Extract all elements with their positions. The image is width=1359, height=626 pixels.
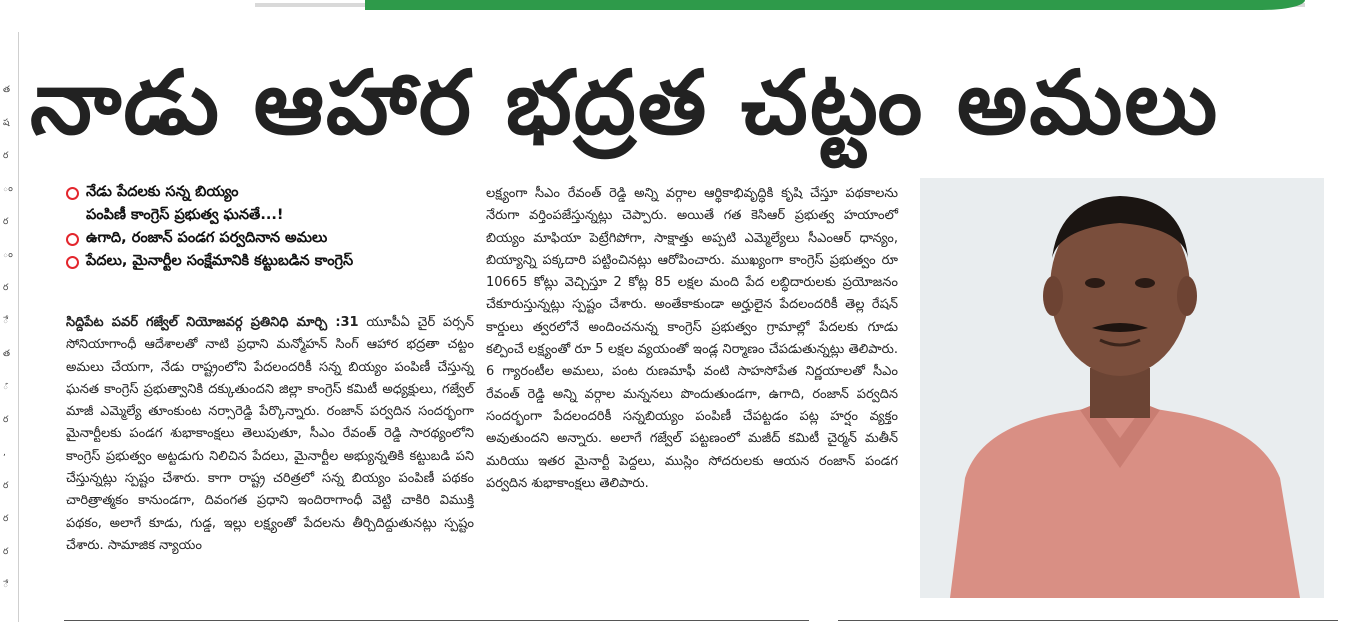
margin-fragment: ర xyxy=(3,217,9,227)
bullet-circle-icon xyxy=(66,187,79,200)
margin-fragment: ే xyxy=(3,580,9,590)
margin-fragment: ం xyxy=(3,250,13,260)
margin-fragment: ర xyxy=(3,514,9,524)
bottom-rule xyxy=(838,620,1338,621)
margin-fragment: ే xyxy=(3,316,9,326)
margin-fragment: త xyxy=(3,85,11,95)
headline: నాడు ఆహార భద్రత చట్టం అమలు xyxy=(30,51,1220,154)
margin-fragment: ష xyxy=(3,118,10,128)
adjacent-column-edge xyxy=(0,32,19,622)
article-body-part-2: లక్ష్యంగా సీఎం రేవంత్ రెడ్డి అన్ని వర్గాల ఆర్థికాభివృద్ధికి కృషి చేస్తూ పథకాలను నేరుగా వర్తింపజేస్తున్నట్లు చెప్పారు. అయితే గత కెసిఆర్ ప్రభుత్వ హయాంలో బియ్యం మాఫియా పెట్రేగిపోగా, సాక్షాత్తు అప్పటి ఎమ్మెల్యేలు సీఎంఆర్ ధాన్యం, బియ్యాన్ని పక్కదారి పట్టించినట్లు ఆరోపించారు. ముఖ్యంగా కాంగ్రెస్ ప్రభుత్వం రూ 10665 కోట్లు వెచ్చిస్తూ 2 కోట్ల 85 లక్షల మంది పేద లబ్ధిదారులకు ప్రయోజనం చేకూరుస్తున్నట్లు స్పష్టం చేశారు. అంతేకాకుండా అర్హులైన పేదలందరికీ తెల్ల రేషన్ కార్డులు త్వరలోనే అందించనున్న కాంగ్రెస్ ప్రభుత్వం గ్రామాల్లో పేదలకు గూడు కల్పించే లక్ష్యంతో రూ 5 లక్షల వ్యయంతో ఇండ్ల నిర్మాణం చేపడుతున్నట్లు తెలిపారు. 6 గ్యారంటీల అమలు, పంట రుణమాఫీ వంటి సాహసోపేత నిర్ణయాలతో సీఎం రేవంత్ రెడ్డి అన్ని వర్గాల మన్ననలు పొందుతుండగా, ఉగాది, రంజాన్ పర్వదిన సందర్భంగా పేదలందరికీ సన్నబియ్యం పంపిణీ చేపట్టడం పట్ల హర్షం వ్యక్తం అవుతుందని అన్నారు. అలాగే గజ్వేల్ పట్టణంలో మజీద్ కమిటీ చైర్మన్ మతీన్ మరియు ఇతర మైనార్టీ పెద్దలు, ముస్లిం సోదరులకు ఆయన రంజాన్ పండగ పర్వదిన శుభాకాంక్షలు తెలిపారు. xyxy=(486,186,898,491)
article-column-2 xyxy=(486,183,898,495)
bottom-rule xyxy=(64,620,809,621)
portrait-illustration xyxy=(920,178,1324,598)
margin-fragment: ర xyxy=(3,415,9,425)
article-column-1 xyxy=(66,312,474,557)
bullet-text: పేదలు, మైనార్టీల సంక్షేమానికి కట్టుబడిన కాంగ్రెస్ xyxy=(86,253,354,269)
portrait-photo xyxy=(920,178,1324,598)
bullet-text: నేడు పేదలకు సన్న బియ్యం xyxy=(86,184,239,200)
subheadline-bullets xyxy=(66,181,486,273)
margin-fragment: ం xyxy=(3,184,13,194)
bullet-text: ఉగాది, రంజాన్ పండగ పర్వదినాన అమలు xyxy=(86,230,328,246)
margin-fragment: త xyxy=(3,349,11,359)
dateline: సిద్దిపేట పవర్ గజ్వేల్ నియోజవర్గ ప్రతినిధి మార్చి :31 xyxy=(66,315,359,330)
bullet-circle-icon xyxy=(66,256,79,269)
bullet-circle-icon xyxy=(66,233,79,246)
bullet-item xyxy=(66,227,486,250)
bullet-text-cont: పంపిణీ కాంగ్రెస్ ప్రభుత్వ ఘనతే...! xyxy=(86,207,284,223)
bullet-item xyxy=(66,181,486,227)
margin-fragment: ౕ xyxy=(3,382,9,392)
article-body-part-1: యూపీఏ చైర్ పర్సన్ సోనియాగాంధీ ఆదేశాలతో నాటి ప్రధాని మన్మోహన్ సింగ్ ఆహార భద్రతా చట్టం అమలు చేయగా, నేడు రాష్ట్రంలోని పేదలందరికీ సన్న బియ్యం పంపిణీ చేస్తున్న ఘనత కాంగ్రెస్ ప్రభుత్వానికి దక్కుతుందని జిల్లా కాంగ్రెస్ కమిటీ అధ్యక్షులు, గజ్వేల్ మాజీ ఎమ్మెల్యే తూంకుంట నర్సారెడ్డి పేర్కొన్నారు. రంజాన్ పర్వదిన సందర్భంగా మైనార్టీలకు పండగ శుభాకాంక్షలు తెలుపుతూ, సీఎం రేవంత్ రెడ్డి సారథ్యంలోని కాంగ్రెస్ ప్రభుత్వం అట్టడుగు నిలిచిన పేదలు, మైనార్టీల అభ్యున్నతికి కట్టుబడి పని చేస్తున్నట్లు స్పష్టం చేశారు. కాగా రాష్ట్ర చరిత్రలో సన్న బియ్యం పంపిణీ పథకం చారిత్రాత్మకం కానుండగా, దివంగత ప్రధాని ఇందిరాగాంధీ వెట్టి చాకిరి విముక్తి పథకం, అలాగే కూడు, గుడ్డ, ఇల్లు లక్ష్యంతో పేదలను తీర్చిదిద్దుతునట్లు స్పష్టం చేశారు. సామాజిక న్యాయం xyxy=(66,315,474,553)
margin-fragment: ర xyxy=(3,481,9,491)
margin-fragment: , xyxy=(3,448,6,458)
margin-fragment: ర xyxy=(3,283,9,293)
banner-green-bar xyxy=(365,0,1305,10)
margin-fragment: ర xyxy=(3,547,9,557)
bullet-item xyxy=(66,250,486,273)
top-banner xyxy=(255,0,1305,12)
margin-fragment: ర xyxy=(3,151,9,161)
